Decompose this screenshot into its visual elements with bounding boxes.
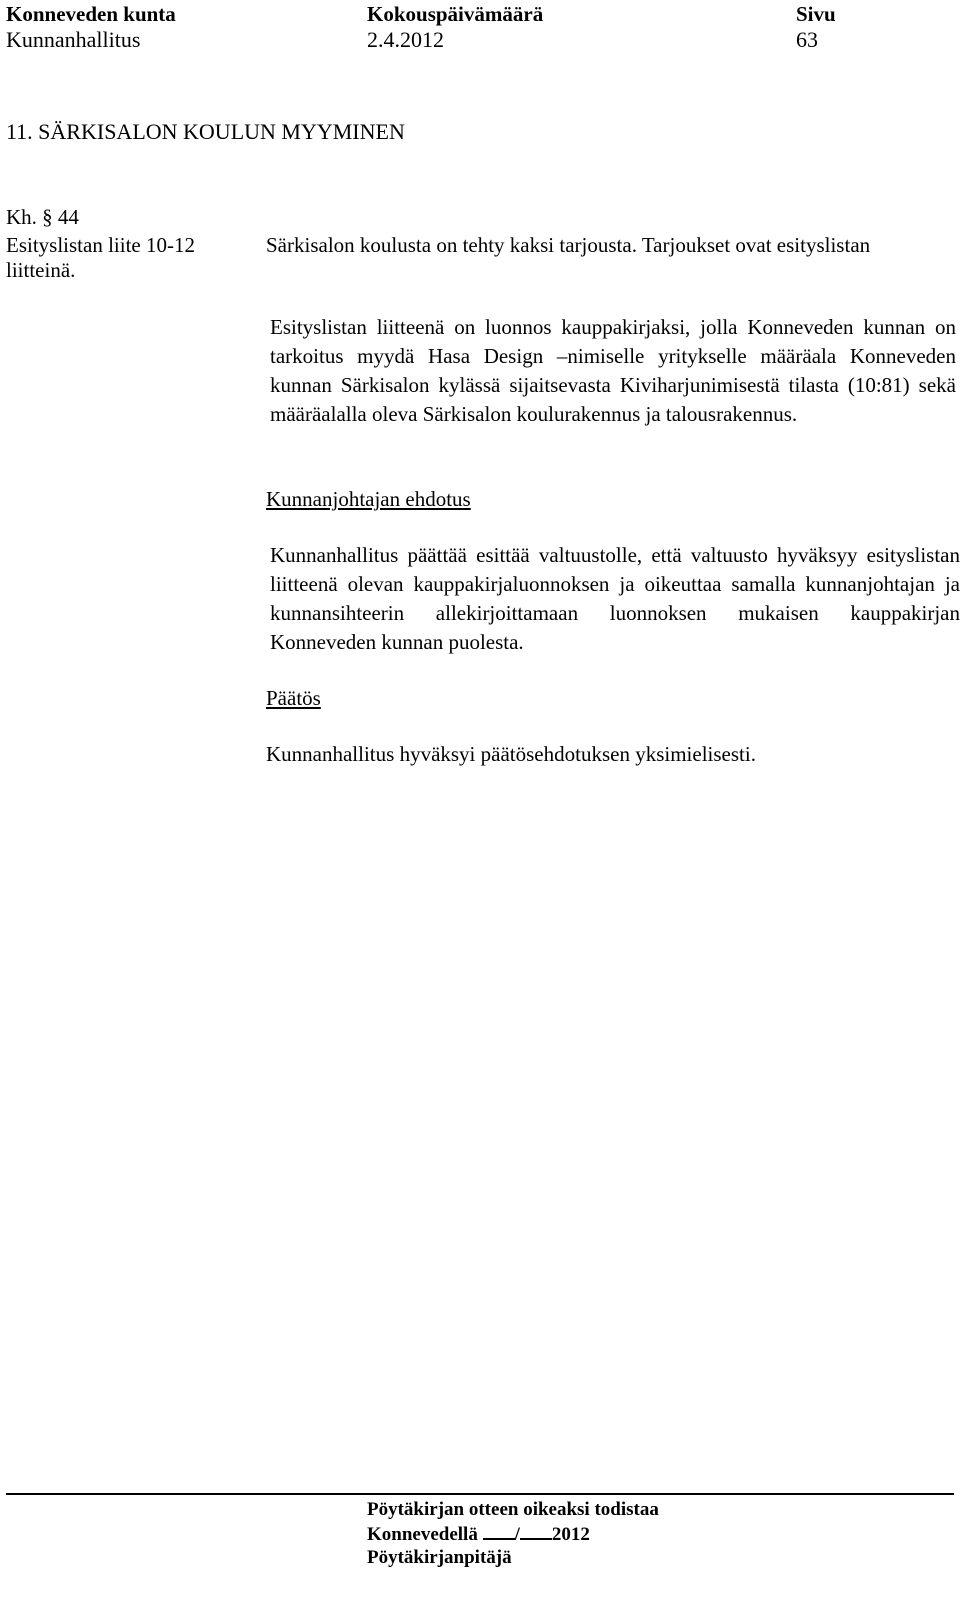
footer-divider bbox=[6, 1493, 954, 1495]
month-blank bbox=[520, 1522, 552, 1540]
section-reference bbox=[6, 205, 79, 229]
proposal-paragraph: Kunnanhallitus päättää esittää valtuustolle, että valtuusto hyväksyy esityslistan liitteenä olevan kauppakirjaluonnoksen ja oikeuttaa samalla kunnanjohtajan ja kunnansihteerin allekirjoittamaan luonnoksen mukaisen kauppakirjan Konneveden kunnan puolesta. bbox=[270, 543, 960, 654]
intro-line-2: liitteinä. bbox=[6, 258, 76, 282]
place-name: Konnevedellä bbox=[367, 1524, 478, 1545]
body-name: Kunnanhallitus bbox=[6, 27, 141, 52]
signer-role: Pöytäkirjanpitäjä bbox=[367, 1547, 512, 1568]
date-separator: / bbox=[514, 1524, 520, 1545]
document-title: 11. SÄRKISALON KOULUN MYYMINEN bbox=[6, 119, 405, 144]
section-prefix: Kh. bbox=[6, 205, 37, 229]
page-number: 63 bbox=[796, 27, 818, 52]
day-blank bbox=[483, 1522, 515, 1540]
date-label: Kokouspäivämäärä bbox=[367, 2, 544, 26]
meeting-date: 2.4.2012 bbox=[367, 27, 444, 52]
attachment-label: Esityslistan liite 10-12 bbox=[6, 233, 195, 257]
decision-heading: Päätös bbox=[266, 686, 321, 710]
decision-paragraph: Kunnanhallitus hyväksyi päätösehdotuksen yksimielisesti. bbox=[266, 742, 756, 766]
page-label: Sivu bbox=[796, 2, 836, 26]
place-date-line bbox=[367, 1522, 590, 1546]
certification-text: Pöytäkirjan otteen oikeaksi todistaa bbox=[367, 1499, 659, 1520]
footer-year: 2012 bbox=[551, 1524, 590, 1545]
section-number: 44 bbox=[57, 205, 79, 229]
section-symbol: § bbox=[42, 205, 53, 229]
proposal-heading: Kunnanjohtajan ehdotus bbox=[266, 487, 471, 511]
intro-line-1: Särkisalon koulusta on tehty kaksi tarjousta. Tarjoukset ovat esityslistan bbox=[266, 233, 871, 257]
description-paragraph: Esityslistan liitteenä on luonnos kauppakirjaksi, jolla Konneveden kunnan on tarkoitus myydä Hasa Design –nimiselle yritykselle määräala Konneveden kunnan Särkisalon kylässä sijaitsevasta Kiviharjunimisestä tilasta (10:81) sekä määräalalla oleva Särkisalon koulurakennus ja talousrakennus. bbox=[270, 315, 956, 426]
organization-name: Konneveden kunta bbox=[6, 2, 176, 26]
